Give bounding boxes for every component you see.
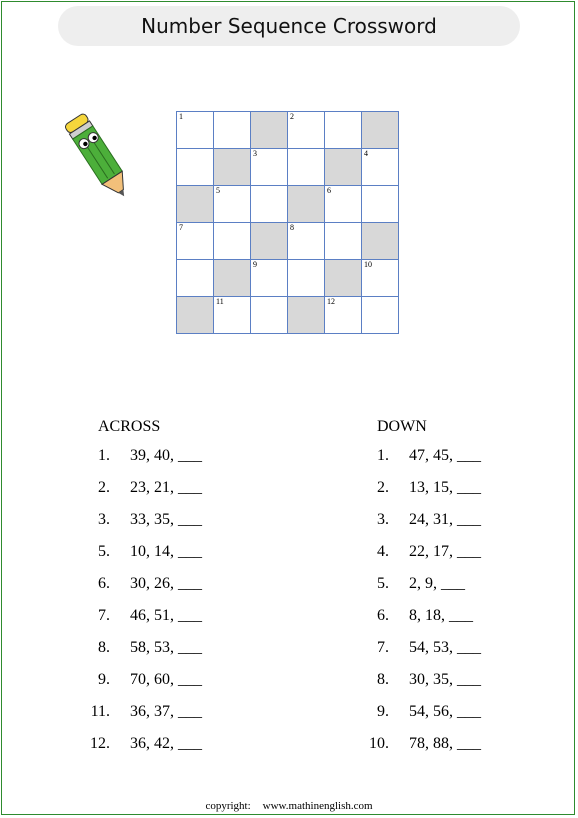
cell-number: 1 [179,112,183,121]
cell-number: 5 [216,186,220,195]
shaded-cell [251,112,288,149]
clue-number: 7. [98,607,110,624]
answer-cell[interactable] [362,149,399,186]
clue-number: 7. [377,639,389,656]
clue-text: 2, 9, ___ [409,575,465,592]
clue-text: 33, 35, ___ [130,511,202,528]
answer-cell[interactable] [362,297,399,334]
clue-text: 36, 37, ___ [130,703,202,720]
clue-number: 6. [377,607,389,624]
shaded-cell [325,260,362,297]
cell-number: 10 [364,260,372,269]
down-heading: DOWN [377,418,427,435]
clue-number: 12. [90,735,110,752]
page-title: Number Sequence Crossword [141,14,437,38]
shaded-cell [325,149,362,186]
shaded-cell [214,149,251,186]
clue-text: 30, 35, ___ [409,671,481,688]
site-link[interactable]: www.mathinenglish.com [262,800,373,812]
title-banner [58,6,520,46]
answer-cell[interactable] [214,223,251,260]
clue-text: 24, 31, ___ [409,511,481,528]
answer-cell[interactable] [177,149,214,186]
clue-text: 10, 14, ___ [130,543,202,560]
shaded-cell [362,112,399,149]
clue-number: 10. [369,735,389,752]
cell-number: 11 [216,297,224,306]
answer-cell[interactable] [325,186,362,223]
clue-number: 5. [98,543,110,560]
clue-text: 8, 18, ___ [409,607,473,624]
clue-text: 78, 88, ___ [409,735,481,752]
answer-cell[interactable] [251,297,288,334]
crossword-grid [176,111,399,334]
answer-cell[interactable] [362,186,399,223]
answer-cell[interactable] [251,186,288,223]
answer-cell[interactable] [177,112,214,149]
pencil-mascot-icon [62,104,134,208]
footer [0,800,578,812]
clue-text: 39, 40, ___ [130,447,202,464]
clue-number: 1. [377,447,389,464]
cell-number: 4 [364,149,368,158]
across-heading: ACROSS [98,418,161,435]
clue-text: 23, 21, ___ [130,479,202,496]
answer-cell[interactable] [251,149,288,186]
clue-text: 70, 60, ___ [130,671,202,688]
answer-cell[interactable] [214,186,251,223]
answer-cell[interactable] [362,260,399,297]
clue-number: 11. [90,703,110,720]
clue-text: 36, 42, ___ [130,735,202,752]
clue-number: 3. [98,511,110,528]
cell-number: 6 [327,186,331,195]
shaded-cell [177,297,214,334]
answer-cell[interactable] [288,260,325,297]
answer-cell[interactable] [288,149,325,186]
clue-text: 30, 26, ___ [130,575,202,592]
clue-number: 5. [377,575,389,592]
answer-cell[interactable] [288,223,325,260]
cell-number: 9 [253,260,257,269]
clue-number: 4. [377,543,389,560]
clue-text: 46, 51, ___ [130,607,202,624]
cell-number: 3 [253,149,257,158]
shaded-cell [288,297,325,334]
clue-number: 2. [98,479,110,496]
clue-number: 8. [377,671,389,688]
cell-number: 7 [179,223,183,232]
clue-number: 2. [377,479,389,496]
answer-cell[interactable] [325,223,362,260]
shaded-cell [288,186,325,223]
answer-cell[interactable] [325,112,362,149]
copyright-label: copyright: [205,800,251,812]
clue-number: 9. [377,703,389,720]
clue-number: 8. [98,639,110,656]
clue-text: 47, 45, ___ [409,447,481,464]
clue-text: 58, 53, ___ [130,639,202,656]
clue-text: 22, 17, ___ [409,543,481,560]
answer-cell[interactable] [288,112,325,149]
clue-number: 3. [377,511,389,528]
cell-number: 8 [290,223,294,232]
answer-cell[interactable] [214,297,251,334]
clue-text: 13, 15, ___ [409,479,481,496]
answer-cell[interactable] [251,260,288,297]
clue-text: 54, 53, ___ [409,639,481,656]
clue-number: 9. [98,671,110,688]
clue-number: 6. [98,575,110,592]
cell-number: 2 [290,112,294,121]
clue-number: 1. [98,447,110,464]
cell-number: 12 [327,297,335,306]
shaded-cell [214,260,251,297]
answer-cell[interactable] [177,223,214,260]
clue-text: 54, 56, ___ [409,703,481,720]
shaded-cell [362,223,399,260]
answer-cell[interactable] [177,260,214,297]
answer-cell[interactable] [214,112,251,149]
answer-cell[interactable] [325,297,362,334]
shaded-cell [251,223,288,260]
shaded-cell [177,186,214,223]
